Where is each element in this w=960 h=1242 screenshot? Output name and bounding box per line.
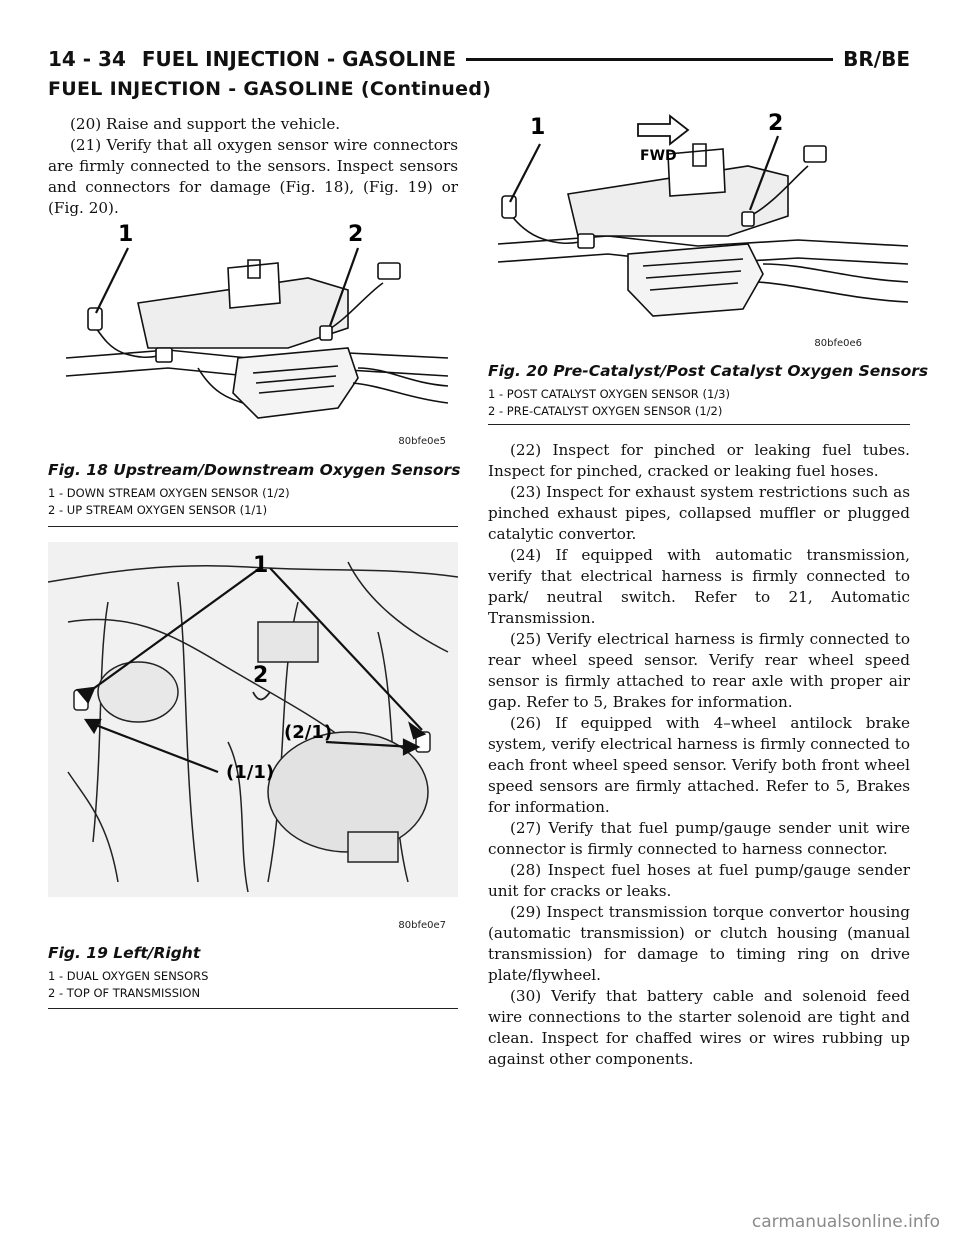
step-27: (27) Verify that fuel pump/gauge sender unit wire connector is firmly connected to harness connector.: [488, 819, 910, 858]
figure-18: [48, 208, 461, 527]
header-section-title: FUEL INJECTION - GASOLINE: [141, 47, 457, 71]
fig19-title: Fig. 19 Left/Right: [48, 944, 201, 962]
fig19-label-1-1: (1/1): [226, 762, 275, 783]
fig20-legend-1: 1 - POST CATALYST OXYGEN SENSOR (1/3): [488, 387, 730, 401]
fig19-label-2-1: (2/1): [284, 722, 333, 743]
continued-title: FUEL INJECTION - GASOLINE (Continued): [48, 78, 492, 100]
fig19-code: 80bfe0e7: [398, 920, 446, 931]
fig19-legend-1: 1 - DUAL OXYGEN SENSORS: [48, 969, 209, 983]
fig19-callout-1: 1: [253, 553, 269, 578]
fig20-callout-2: 2: [768, 111, 784, 136]
fig20-code: 80bfe0e6: [814, 338, 862, 349]
page-header: [48, 44, 910, 74]
figure-20-illustration: [488, 104, 910, 354]
step-21: (21) Verify that all oxygen sensor wire connectors are firmly connected to the sensors. Inspect sensors and connectors for damage (Fig. 18), (Fig. 19) or (Fig. 20).: [48, 136, 458, 217]
step-26: (26) If equipped with 4–wheel antilock brake system, verify electrical harness is firmly connected to each front wheel speed sensor. Verify both front wheel speed sensors are firmly attached. Refer to 5, Brakes for information.: [488, 714, 910, 816]
step-22: (22) Inspect for pinched or leaking fuel tubes. Inspect for pinched, cracked or leaking fuel hoses.: [488, 441, 910, 480]
fig18-callout-1: 1: [118, 222, 134, 247]
step-25: (25) Verify electrical harness is firmly connected to rear wheel speed sensor. Verify rear wheel speed sensor is firmly attached to rear axle with proper air gap. Refer to 5, Brakes for information.: [488, 630, 910, 711]
fig18-legend-1: 1 - DOWN STREAM OXYGEN SENSOR (1/2): [48, 486, 290, 500]
step-23: (23) Inspect for exhaust system restrictions such as pinched exhaust pipes, collapsed muffler or plugged catalytic convertor.: [488, 483, 910, 543]
figure-18-illustration: [48, 208, 458, 448]
footer-watermark: carmanualsonline.info: [751, 1212, 940, 1232]
step-20: (20) Raise and support the vehicle.: [70, 115, 341, 133]
fig20-title: Fig. 20 Pre-Catalyst/Post Catalyst Oxygen Sensors: [488, 362, 929, 380]
step-28: (28) Inspect fuel hoses at fuel pump/gauge sender unit for cracks or leaks.: [488, 861, 910, 900]
left-column-text: [48, 114, 458, 219]
figure-19-illustration: [48, 542, 458, 902]
right-column-text: [488, 440, 910, 1070]
figure-20: [488, 104, 929, 425]
header-model: BR/BE: [843, 47, 910, 71]
step-30: (30) Verify that battery cable and solenoid feed wire connections to the starter solenoid are tight and clean. Inspect for chaffed wires or wires rubbing up against other components.: [488, 987, 910, 1068]
fig20-callout-1: 1: [530, 115, 546, 140]
fig20-fwd-label: FWD: [640, 148, 677, 164]
page-number: 14 - 34: [48, 47, 126, 71]
fig19-legend-2: 2 - TOP OF TRANSMISSION: [48, 986, 201, 1000]
fig18-code: 80bfe0e5: [398, 436, 446, 447]
fig19-callout-2: 2: [253, 663, 269, 688]
header-rule: [466, 58, 833, 61]
fig18-callout-2: 2: [348, 222, 364, 247]
fig18-title: Fig. 18 Upstream/Downstream Oxygen Sensors: [48, 461, 461, 479]
fig18-legend-2: 2 - UP STREAM OXYGEN SENSOR (1/1): [48, 503, 268, 517]
step-29: (29) Inspect transmission torque convertor housing (automatic transmission) or clutch housing (manual transmission) for damage to timing ring on drive plate/flywheel.: [488, 903, 910, 984]
step-24: (24) If equipped with automatic transmission, verify that electrical harness is firmly connected to park/ neutral switch. Refer to 21, Automatic Transmission.: [488, 546, 910, 627]
figure-19: [48, 542, 458, 1009]
fig20-legend-2: 2 - PRE-CATALYST OXYGEN SENSOR (1/2): [488, 404, 723, 418]
